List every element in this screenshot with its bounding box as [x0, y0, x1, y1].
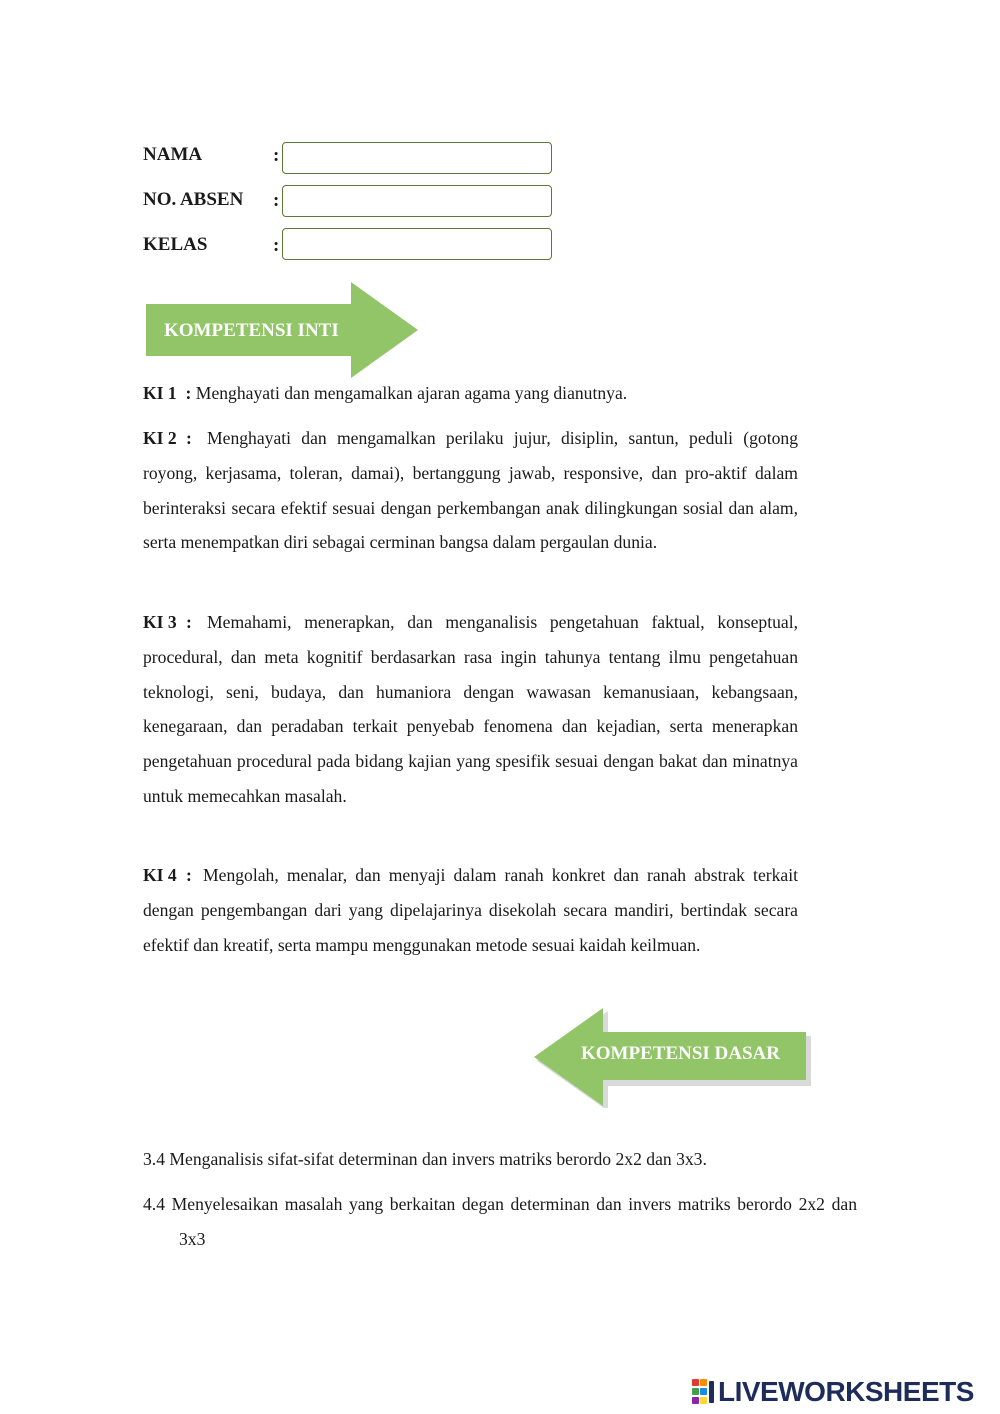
kelas-colon: :: [273, 235, 280, 256]
kd-text: Menyelesaikan masalah yang berkaitan degan determinan dan invers matriks berordo 2x2 dan 3x3: [171, 1194, 857, 1249]
kd-number: 3.4: [143, 1149, 165, 1169]
ki-colon: :: [186, 428, 192, 448]
kelas-label: KELAS: [143, 234, 208, 255]
ki-item-1: [143, 376, 857, 411]
ki-label: KI 4: [143, 865, 177, 885]
ki-item-4: [143, 858, 857, 962]
logo-grid-icon: [692, 1379, 716, 1405]
ki-colon: :: [186, 612, 192, 632]
kd-header: KOMPETENSI DASAR: [581, 1043, 780, 1064]
name-label: NAMA: [143, 144, 203, 165]
ki-colon: :: [186, 865, 192, 885]
absen-input[interactable]: [282, 185, 552, 217]
ki-text: Menghayati dan mengamalkan perilaku jujur, disiplin, santun, peduli (gotong royong, kerjasama, toleran, damai), bertanggung jawab, responsive, dan pro-aktif dalam berinteraksi secara efektif sesuai dengan perkembangan anak dilingkungan sosial dan alam, serta menempatkan diri sebagai cerminan bangsa dalam pergaulan dunia.: [143, 428, 798, 553]
logo-text: LIVEWORKSHEETS: [718, 1376, 974, 1407]
ki-text: Memahami, menerapkan, dan menganalisis pengetahuan faktual, konseptual, procedural, dan meta kognitif berdasarkan rasa ingin tahunya tentang ilmu pengetahuan teknologi, seni, budaya, dan humaniora dengan wawasan kemanusiaan, kebangsaan, kenegaraan, dan peradaban terkait penyebab fenomena dan kejadian, serta menerapkan pengetahuan procedural pada bidang kajian yang spesifik sesuai dengan bakat dan minatnya untuk memecahkan masalah.: [143, 612, 798, 806]
kd-item-2: [143, 1187, 857, 1257]
ki-text: Mengolah, menalar, dan menyaji dalam ranah konkret dan ranah abstrak terkait dengan pengembangan dari yang dipelajarinya disekolah secara mandiri, bertindak secara efektif dan kreatif, serta mampu menggunakan metode sesuai kaidah keilmuan.: [143, 865, 798, 955]
kd-number: 4.4: [143, 1194, 165, 1214]
kelas-input[interactable]: [282, 228, 552, 260]
absen-colon: :: [273, 190, 280, 211]
absen-label: NO. ABSEN: [143, 189, 244, 210]
ki-item-2: [143, 421, 857, 560]
kd-text: Menganalisis sifat-sifat determinan dan invers matriks berordo 2x2 dan 3x3.: [169, 1149, 707, 1169]
kd-item-1: [143, 1142, 857, 1177]
ki-label: KI 3: [143, 612, 177, 632]
ki-label: KI 2: [143, 428, 177, 448]
ki-label: KI 1: [143, 383, 177, 403]
name-colon: :: [273, 145, 280, 166]
ki-item-3: [143, 605, 857, 814]
name-input[interactable]: [282, 142, 552, 174]
ki-colon: :: [176, 383, 196, 403]
liveworksheets-logo: [692, 1376, 974, 1408]
ki-header: KOMPETENSI INTI: [164, 320, 339, 341]
ki-text: Menghayati dan mengamalkan ajaran agama yang dianutnya.: [195, 383, 628, 403]
